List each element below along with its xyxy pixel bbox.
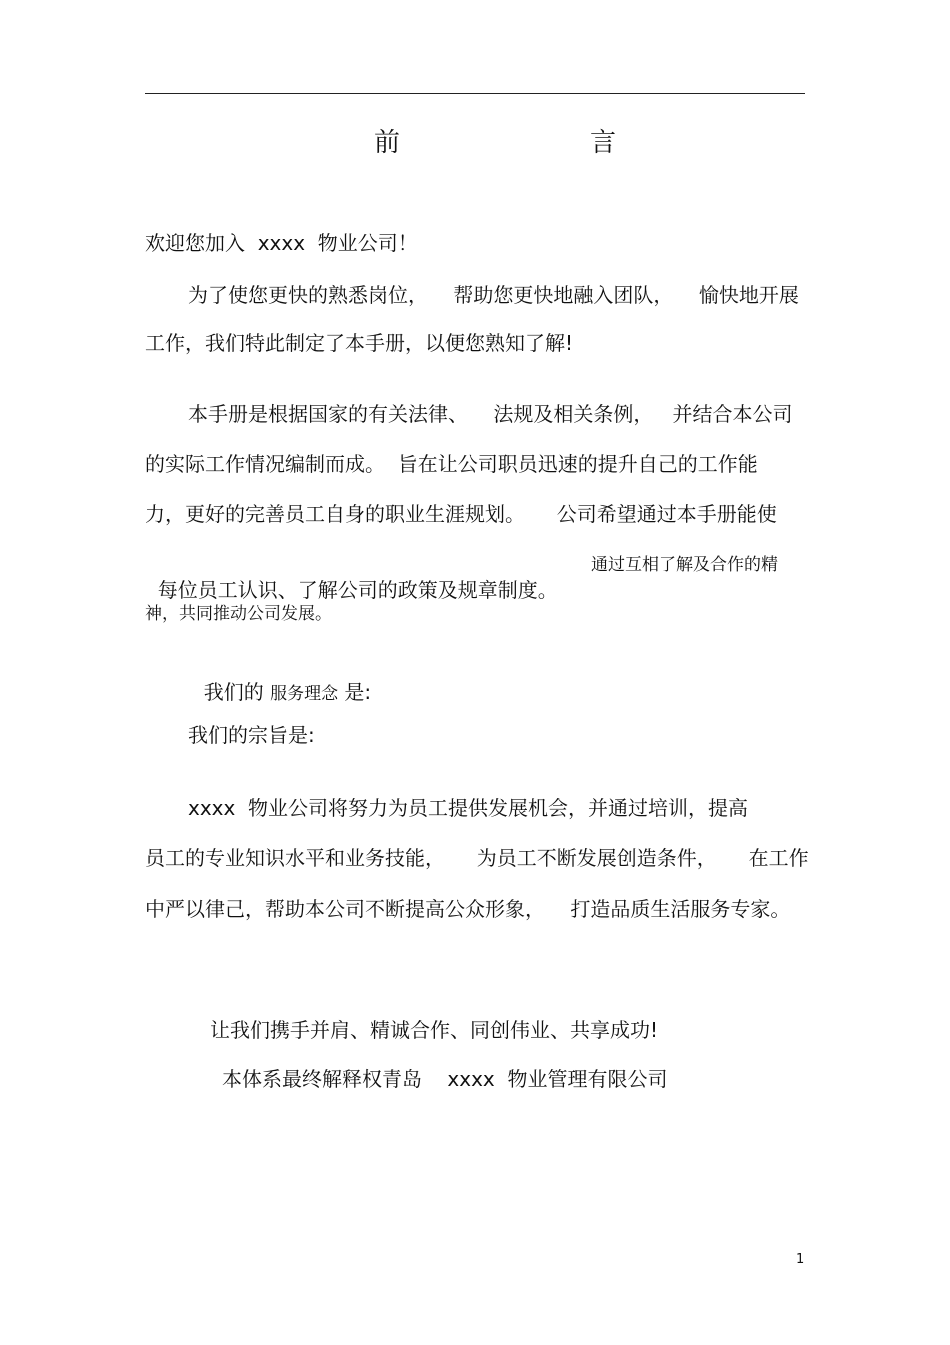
service-concept-prefix: 我们的 — [203, 680, 271, 704]
title-char-1: 前 — [374, 128, 401, 158]
paragraph-3-line-2: 员工的专业知识水平和业务技能， 为员工不断发展创造条件， 在工作 — [145, 846, 809, 870]
slogan-line: 让我们携手并肩、精诚合作、同创伟业、共享成功! — [210, 1018, 659, 1042]
title-char-2: 言 — [590, 128, 617, 158]
paragraph-2-line-4-tail: 通过互相了解及合作的精 — [591, 555, 778, 575]
paragraph-2-line-2: 的实际工作情况编制而成。 旨在让公司职员迅速的提升自己的工作能 — [145, 452, 758, 476]
service-concept-term: 服务理念 — [270, 684, 339, 704]
interpretation-rights-line: 本体系最终解释权青岛 xxxx 物业管理有限公司 — [222, 1067, 668, 1091]
paragraph-2-line-3: 力，更好的完善员工自身的职业生涯规划。 公司希望通过本手册能使 — [145, 502, 777, 526]
header-rule — [145, 93, 805, 94]
paragraph-2-line-1: 本手册是根据国家的有关法律、 法规及相关条例， 并结合本公司 — [188, 402, 793, 426]
page-number: 1 — [796, 1252, 805, 1267]
paragraph-1-line-2: 工作，我们特此制定了本手册，以便您熟知了解! — [145, 331, 574, 355]
paragraph-3-line-1: xxxx 物业公司将努力为员工提供发展机会，并通过培训，提高 — [188, 796, 749, 820]
service-concept-line — [191, 653, 371, 707]
paragraph-1-line-1: 为了使您更快的熟悉岗位， 帮助您更快地融入团队， 愉快地开展 — [188, 283, 799, 307]
service-concept-suffix: 是: — [338, 680, 372, 704]
page-title — [0, 122, 950, 162]
paragraph-2-line-5: 神，共同推动公司发展。 — [145, 604, 332, 624]
mission-line: 我们的宗旨是: — [188, 723, 315, 747]
paragraph-2-line-4-main: 每位员工认识、了解公司的政策及规章制度。 — [157, 578, 558, 602]
paragraph-3-line-3: 中严以律己，帮助本公司不断提高公众形象， 打造品质生活服务专家。 — [145, 897, 791, 921]
welcome-line: 欢迎您加入 xxxx 物业公司！ — [145, 231, 418, 255]
